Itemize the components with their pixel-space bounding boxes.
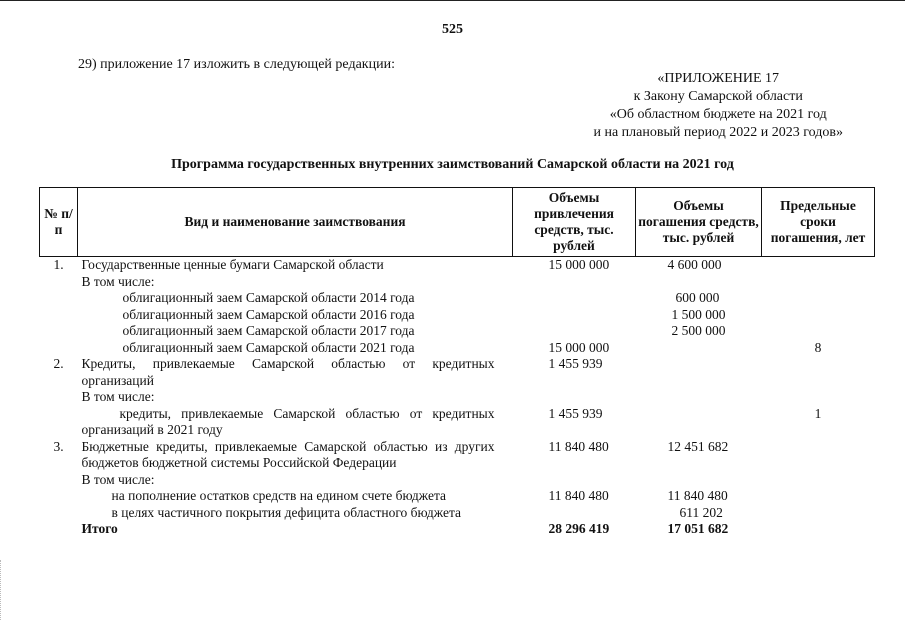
appendix-line-2: к Закону Самарской области xyxy=(633,89,803,104)
table-header-row xyxy=(40,188,875,257)
total-repay: 17 051 682 xyxy=(667,521,729,536)
row-name: В том числе: xyxy=(81,471,155,487)
row-name: кредиты, привлекаемые Самарской областью от кредитных организаций в 2021 году xyxy=(81,405,495,437)
row-num: 3. xyxy=(53,438,64,454)
total-attract: 28 296 419 xyxy=(548,521,610,536)
table-row xyxy=(40,406,875,439)
row-attract: 15 000 000 xyxy=(548,339,610,355)
row-num: 2. xyxy=(53,356,64,371)
appendix-line-1: «ПРИЛОЖЕНИЕ 17 xyxy=(657,71,780,86)
row-attract xyxy=(513,389,636,406)
row-term xyxy=(762,439,875,472)
row-term xyxy=(762,389,875,406)
row-attract: 11 840 480 xyxy=(548,488,609,503)
appendix-line-4: и на плановый период 2022 и 2023 годов» xyxy=(593,125,843,140)
row-repay: 4 600 000 xyxy=(667,257,722,272)
borrowing-table xyxy=(39,187,875,538)
appendix-heading xyxy=(593,70,843,142)
table-row xyxy=(40,488,875,505)
row-name: в целях частичного покрытия дефицита областного бюджета xyxy=(111,504,462,520)
row-num xyxy=(40,323,78,340)
row-name: облигационный заем Самарской области 2017 года xyxy=(122,323,415,338)
row-num xyxy=(40,340,78,357)
row-attract: 15 000 000 xyxy=(548,257,610,272)
row-term xyxy=(762,356,875,389)
row-attract: 1 455 939 xyxy=(548,405,603,421)
row-repay xyxy=(636,356,762,389)
row-term xyxy=(762,290,875,307)
table-row xyxy=(40,472,875,489)
row-repay: 1 500 000 xyxy=(671,306,726,322)
row-term xyxy=(762,488,875,505)
table-row xyxy=(40,439,875,472)
row-attract xyxy=(513,323,636,340)
table-row xyxy=(40,505,875,522)
row-name: Бюджетные кредиты, привлекаемые Самарской областью из других бюджетов бюджетной системы Российской Федерации xyxy=(81,438,495,470)
row-num xyxy=(40,290,78,307)
row-term xyxy=(762,505,875,522)
row-attract xyxy=(513,505,636,522)
header-term: Предельные сроки погашения, лет xyxy=(762,188,875,257)
row-repay: 611 202 xyxy=(679,504,723,520)
row-num xyxy=(40,488,78,505)
row-term xyxy=(762,307,875,324)
row-term: 1 xyxy=(814,405,822,421)
row-num: 1. xyxy=(53,257,64,272)
row-num xyxy=(40,472,78,489)
scan-edge-mark xyxy=(0,560,3,620)
top-border-line xyxy=(0,0,905,5)
row-term xyxy=(762,257,875,274)
row-num xyxy=(40,307,78,324)
table-row xyxy=(40,323,875,340)
row-attract: 1 455 939 xyxy=(548,356,603,371)
row-term xyxy=(762,472,875,489)
row-repay xyxy=(636,389,762,406)
row-attract xyxy=(513,290,636,307)
row-repay: 12 451 682 xyxy=(667,438,729,454)
row-attract: 11 840 480 xyxy=(548,438,609,454)
row-term xyxy=(762,274,875,291)
table-row xyxy=(40,307,875,324)
row-repay: 2 500 000 xyxy=(671,323,726,338)
row-name: В том числе: xyxy=(81,389,155,404)
row-repay xyxy=(636,340,762,357)
row-term: 8 xyxy=(814,339,822,355)
row-attract xyxy=(513,472,636,489)
row-name: на пополнение остатков средств на едином счете бюджета xyxy=(111,488,446,503)
document-title: Программа государственных внутренних заимствований Самарской области на 2021 год xyxy=(171,157,734,172)
header-num: № п/п xyxy=(40,188,78,257)
total-row xyxy=(40,521,875,538)
row-repay xyxy=(636,406,762,439)
total-label: Итого xyxy=(81,521,118,536)
appendix-line-3: «Об областном бюджете на 2021 год xyxy=(609,107,827,122)
table-row xyxy=(40,274,875,291)
header-name: Вид и наименование заимствования xyxy=(78,188,513,257)
row-num xyxy=(40,274,78,291)
row-name: Кредиты, привлекаемые Самарской областью от кредитных организаций xyxy=(81,356,495,388)
intro-text: 29) приложение 17 изложить в следующей редакции: xyxy=(78,57,395,72)
row-name: облигационный заем Самарской области 2016 года xyxy=(122,306,415,322)
row-term xyxy=(762,323,875,340)
table-row xyxy=(40,389,875,406)
row-name: Государственные ценные бумаги Самарской области xyxy=(81,257,384,272)
table-row xyxy=(40,340,875,357)
table-row xyxy=(40,257,875,274)
table-row xyxy=(40,356,875,389)
header-attract: Объемы привлечения средств, тыс. рублей xyxy=(513,188,636,257)
row-repay xyxy=(636,274,762,291)
row-repay: 11 840 480 xyxy=(667,488,728,503)
row-attract xyxy=(513,307,636,324)
row-repay xyxy=(636,472,762,489)
row-name: облигационный заем Самарской области 2021 года xyxy=(122,339,415,355)
row-repay: 600 000 xyxy=(675,290,720,305)
row-name: облигационный заем Самарской области 2014 года xyxy=(122,290,415,305)
page-number: 525 xyxy=(442,22,463,37)
row-attract xyxy=(513,274,636,291)
row-num xyxy=(40,505,78,522)
row-name: В том числе: xyxy=(81,273,155,289)
row-num xyxy=(40,389,78,406)
row-num xyxy=(40,406,78,439)
header-repay: Объемы погашения средств, тыс. рублей xyxy=(636,188,762,257)
table-row xyxy=(40,290,875,307)
